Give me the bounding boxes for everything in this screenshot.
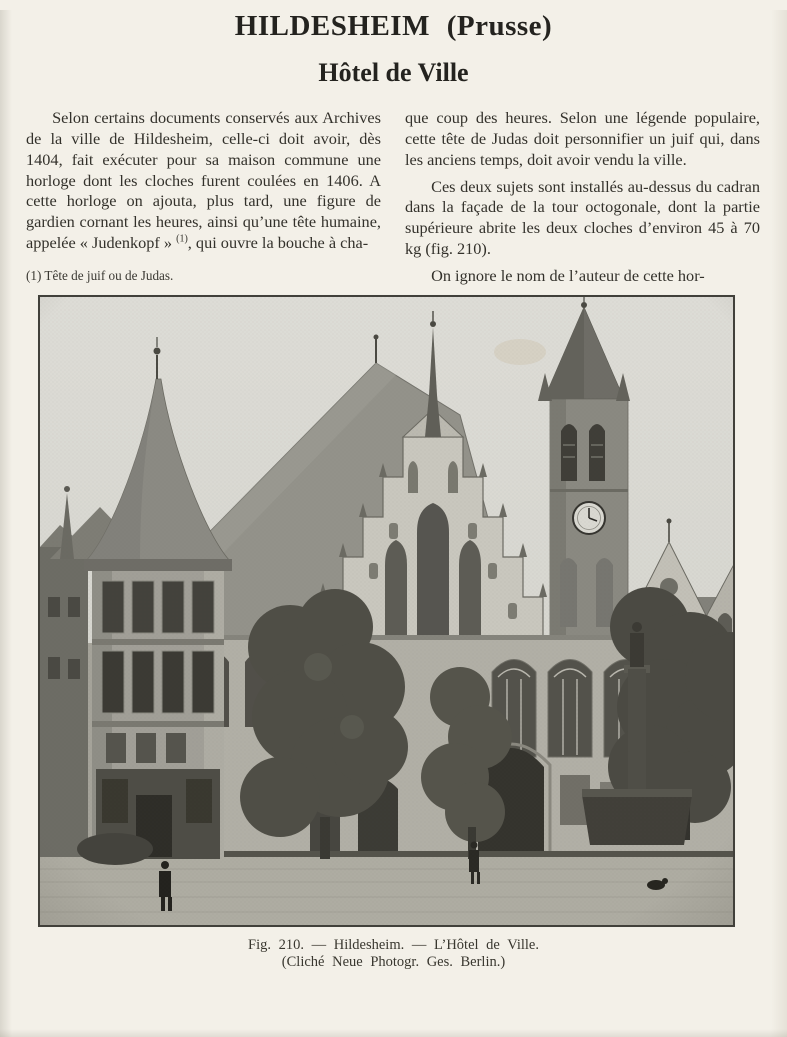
footnote-marker: (1) [176,233,188,245]
caption-line-1: Fig. 210. — Hildesheim. — L’Hôtel de Ville. [248,936,539,953]
footnote: (1) Tête de juif ou de Judas. [26,267,174,283]
column-right [405,108,760,286]
article-columns [26,108,761,286]
figure-caption [0,937,787,972]
page-subtitle: Hôtel de Ville [318,58,469,88]
paragraph-text: , qui ouvre la bouche à cha- [187,233,369,253]
photo-grain-overlay [40,297,733,925]
body-paragraph-left [26,108,381,254]
page-edge-shadow-bottom [0,1029,787,1037]
hotel-de-ville-photo-illustration [40,297,733,925]
page-title: HILDESHEIM (Prusse) [234,10,553,42]
hotel-de-ville-photo [38,295,735,927]
column-left [26,108,381,286]
body-paragraph-right-2: Ces deux sujets sont installés au-dessus du cadran dans la façade de la tour octogonale, dont la partie supérieure abrite les deux cloches d’environ 45 à 70 kg (fig. 210). [405,176,760,259]
caption-line-2: (Cliché Neue Photogr. Ges. Berlin.) [281,954,506,971]
book-page [0,10,787,1037]
paragraph-text: Selon certains documents conservés aux Archives de la ville de Hildesheim, celle-ci doit avoir, dès 1404, fait exécuter pour sa maison commune une horloge dont les cloches furent coulées en 1406. A cette horloge on ajouta, plus tard, une figure de gardien cornant les heures, ainsi qu’une tête humaine, appelée « Judenkopf » [26,108,381,253]
figure-210 [0,295,787,972]
body-paragraph-right-3: On ignore le nom de l’auteur de cette hor- [431,265,705,285]
body-paragraph-right-1: que coup des heures. Selon une légende populaire, cette tête de Judas doit personnifier un juif qui, dans les anciens temps, doit avoir vendu la ville. [405,108,760,169]
